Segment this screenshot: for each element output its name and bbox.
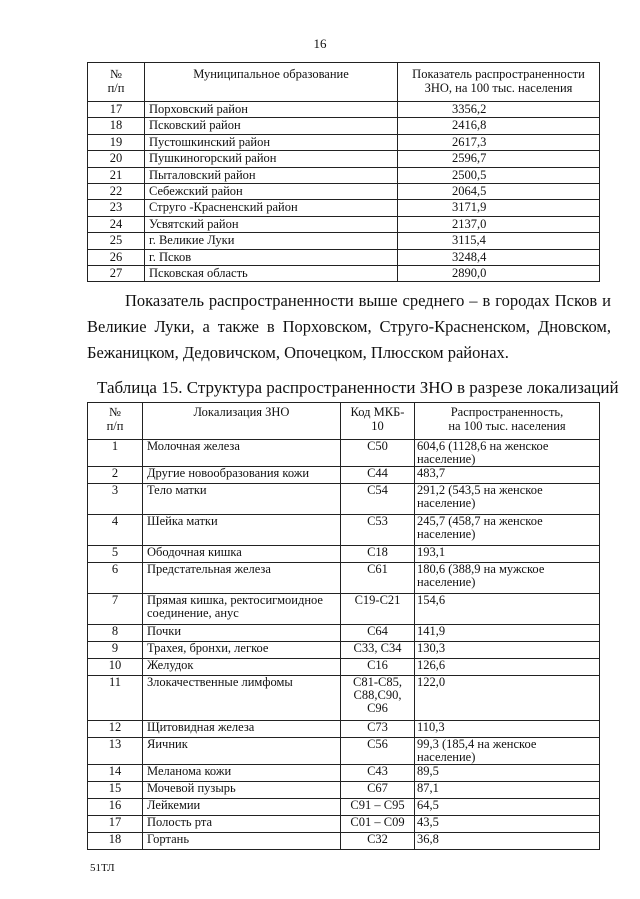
prevalence-value: 87,1	[415, 782, 600, 799]
row-num: 18	[88, 118, 145, 134]
icd-code: С67	[341, 782, 415, 799]
row-num: 23	[88, 200, 145, 216]
table-row	[88, 515, 600, 546]
prevalence-value: 2137,0	[398, 216, 600, 232]
localization-name: Щитовидная железа	[143, 721, 341, 738]
localization-name: Гортань	[143, 833, 341, 850]
localization-name: Мочевой пузырь	[143, 782, 341, 799]
prevalence-value: 193,1	[415, 546, 600, 563]
localization-name: Меланома кожи	[143, 765, 341, 782]
prevalence-value: 154,6	[415, 594, 600, 625]
municipality-name: Себежский район	[145, 183, 398, 199]
table-row	[88, 546, 600, 563]
municipality-name: г. Великие Луки	[145, 233, 398, 249]
municipality-name: Пушкиногорский район	[145, 151, 398, 167]
prevalence-value: 2596,7	[398, 151, 600, 167]
icd-code: С19-С21	[341, 594, 415, 625]
prevalence-value: 2890,0	[398, 265, 600, 281]
row-num: 1	[88, 440, 143, 467]
row-num: 15	[88, 782, 143, 799]
row-num: 21	[88, 167, 145, 183]
icd-code: С01 – С09	[341, 816, 415, 833]
table-row	[88, 249, 600, 265]
prevalence-value: 3248,4	[398, 249, 600, 265]
prevalence-value: 180,6 (388,9 на мужское население)	[415, 563, 600, 594]
prevalence-value: 2064,5	[398, 183, 600, 199]
municipality-name: Пыталовский район	[145, 167, 398, 183]
localization-name: Шейка матки	[143, 515, 341, 546]
row-num: 24	[88, 216, 145, 232]
row-num: 4	[88, 515, 143, 546]
localization-name: Трахея, бронхи, легкое	[143, 642, 341, 659]
icd-code: С54	[341, 484, 415, 515]
localization-name: Предстательная железа	[143, 563, 341, 594]
prevalence-value: 483,7	[415, 467, 600, 484]
row-num: 10	[88, 659, 143, 676]
row-num: 25	[88, 233, 145, 249]
row-num: 26	[88, 249, 145, 265]
page-number: 16	[313, 36, 327, 51]
municipality-name: г. Псков	[145, 249, 398, 265]
prevalence-value: 130,3	[415, 642, 600, 659]
prevalence-value: 122,0	[415, 676, 600, 721]
header-municipality: Муниципальное образование	[145, 63, 398, 102]
table-row	[88, 833, 600, 850]
icd-code: С33, С34	[341, 642, 415, 659]
row-num: 9	[88, 642, 143, 659]
table-header-row	[88, 403, 600, 440]
icd-code: С50	[341, 440, 415, 467]
summary-paragraph: Показатель распространенности выше среднего – в городах Псков и Великие Луки, а также в Порховском, Струго-Красненском, Дновском, Бежаницком, Дедовичском, Опочецком, Плюсском районах.	[87, 291, 611, 362]
table-row	[88, 440, 600, 467]
row-num: 11	[88, 676, 143, 721]
header-num: № п/п	[88, 403, 143, 440]
icd-code: С44	[341, 467, 415, 484]
municipality-name: Усвятский район	[145, 216, 398, 232]
table-row	[88, 799, 600, 816]
prevalence-value: 64,5	[415, 799, 600, 816]
footer-code: 51ТЛ	[90, 862, 115, 874]
table-row	[88, 484, 600, 515]
row-num: 17	[88, 816, 143, 833]
prevalence-value: 110,3	[415, 721, 600, 738]
table-row	[88, 134, 600, 150]
table-15-caption: Таблица 15. Структура распространенности ЗНО в разрезе локализаций	[97, 378, 619, 397]
icd-code: С73	[341, 721, 415, 738]
row-num: 12	[88, 721, 143, 738]
header-localization: Локализация ЗНО	[143, 403, 341, 440]
table-row	[88, 200, 600, 216]
prevalence-value: 89,5	[415, 765, 600, 782]
prevalence-value: 99,3 (185,4 на женское население)	[415, 738, 600, 765]
row-num: 14	[88, 765, 143, 782]
icd-code: С32	[341, 833, 415, 850]
municipality-name: Порховский район	[145, 102, 398, 118]
localization-name: Почки	[143, 625, 341, 642]
prevalence-by-localization-table	[87, 402, 600, 850]
table-row	[88, 118, 600, 134]
prevalence-value: 126,6	[415, 659, 600, 676]
row-num: 20	[88, 151, 145, 167]
row-num: 3	[88, 484, 143, 515]
localization-name: Тело матки	[143, 484, 341, 515]
header-icd-code: Код МКБ- 10	[341, 403, 415, 440]
table-row	[88, 265, 600, 281]
row-num: 2	[88, 467, 143, 484]
localization-name: Ободочная кишка	[143, 546, 341, 563]
row-num: 6	[88, 563, 143, 594]
table-row	[88, 102, 600, 118]
localization-name: Прямая кишка, ректосигмоидное соединение, анус	[143, 594, 341, 625]
icd-code: С56	[341, 738, 415, 765]
table-row	[88, 782, 600, 799]
icd-code: С64	[341, 625, 415, 642]
localization-name: Полость рта	[143, 816, 341, 833]
row-num: 18	[88, 833, 143, 850]
prevalence-value: 43,5	[415, 816, 600, 833]
table-row	[88, 676, 600, 721]
table-row	[88, 765, 600, 782]
prevalence-value: 36,8	[415, 833, 600, 850]
localization-name: Злокачественные лимфомы	[143, 676, 341, 721]
prevalence-value: 3115,4	[398, 233, 600, 249]
table-row	[88, 625, 600, 642]
prevalence-value: 2416,8	[398, 118, 600, 134]
icd-code: С53	[341, 515, 415, 546]
icd-code: С91 – С95	[341, 799, 415, 816]
icd-code: С16	[341, 659, 415, 676]
table-row	[88, 563, 600, 594]
table-row	[88, 816, 600, 833]
row-num: 22	[88, 183, 145, 199]
prevalence-value: 2617,3	[398, 134, 600, 150]
municipality-name: Псковская область	[145, 265, 398, 281]
icd-code: С81-С85, С88,С90, С96	[341, 676, 415, 721]
municipality-name: Струго -Красненский район	[145, 200, 398, 216]
prevalence-value: 245,7 (458,7 на женское население)	[415, 515, 600, 546]
table-row	[88, 183, 600, 199]
header-prevalence: Распространенность, на 100 тыс. населения	[415, 403, 600, 440]
localization-name: Яичник	[143, 738, 341, 765]
row-num: 8	[88, 625, 143, 642]
row-num: 13	[88, 738, 143, 765]
table-row	[88, 659, 600, 676]
municipality-name: Пустошкинский район	[145, 134, 398, 150]
row-num: 17	[88, 102, 145, 118]
table-row	[88, 233, 600, 249]
table-row	[88, 721, 600, 738]
localization-name: Молочная железа	[143, 440, 341, 467]
row-num: 27	[88, 265, 145, 281]
prevalence-value: 291,2 (543,5 на женское население)	[415, 484, 600, 515]
table-row	[88, 594, 600, 625]
prevalence-value: 2500,5	[398, 167, 600, 183]
table-row	[88, 642, 600, 659]
table-header-row	[88, 63, 600, 102]
row-num: 7	[88, 594, 143, 625]
row-num: 19	[88, 134, 145, 150]
icd-code: С18	[341, 546, 415, 563]
localization-name: Желудок	[143, 659, 341, 676]
icd-code: С61	[341, 563, 415, 594]
localization-name: Лейкемии	[143, 799, 341, 816]
prevalence-value: 604,6 (1128,6 на женское население)	[415, 440, 600, 467]
table-row	[88, 151, 600, 167]
table-row	[88, 216, 600, 232]
row-num: 16	[88, 799, 143, 816]
row-num: 5	[88, 546, 143, 563]
icd-code: С43	[341, 765, 415, 782]
prevalence-by-municipality-table	[87, 62, 600, 282]
prevalence-value: 141,9	[415, 625, 600, 642]
prevalence-value: 3171,9	[398, 200, 600, 216]
municipality-name: Псковский район	[145, 118, 398, 134]
table-row	[88, 167, 600, 183]
table-row	[88, 738, 600, 765]
table-row	[88, 467, 600, 484]
header-value: Показатель распространенности ЗНО, на 100 тыс. населения	[398, 63, 600, 102]
header-num: № п/п	[88, 63, 145, 102]
prevalence-value: 3356,2	[398, 102, 600, 118]
localization-name: Другие новообразования кожи	[143, 467, 341, 484]
